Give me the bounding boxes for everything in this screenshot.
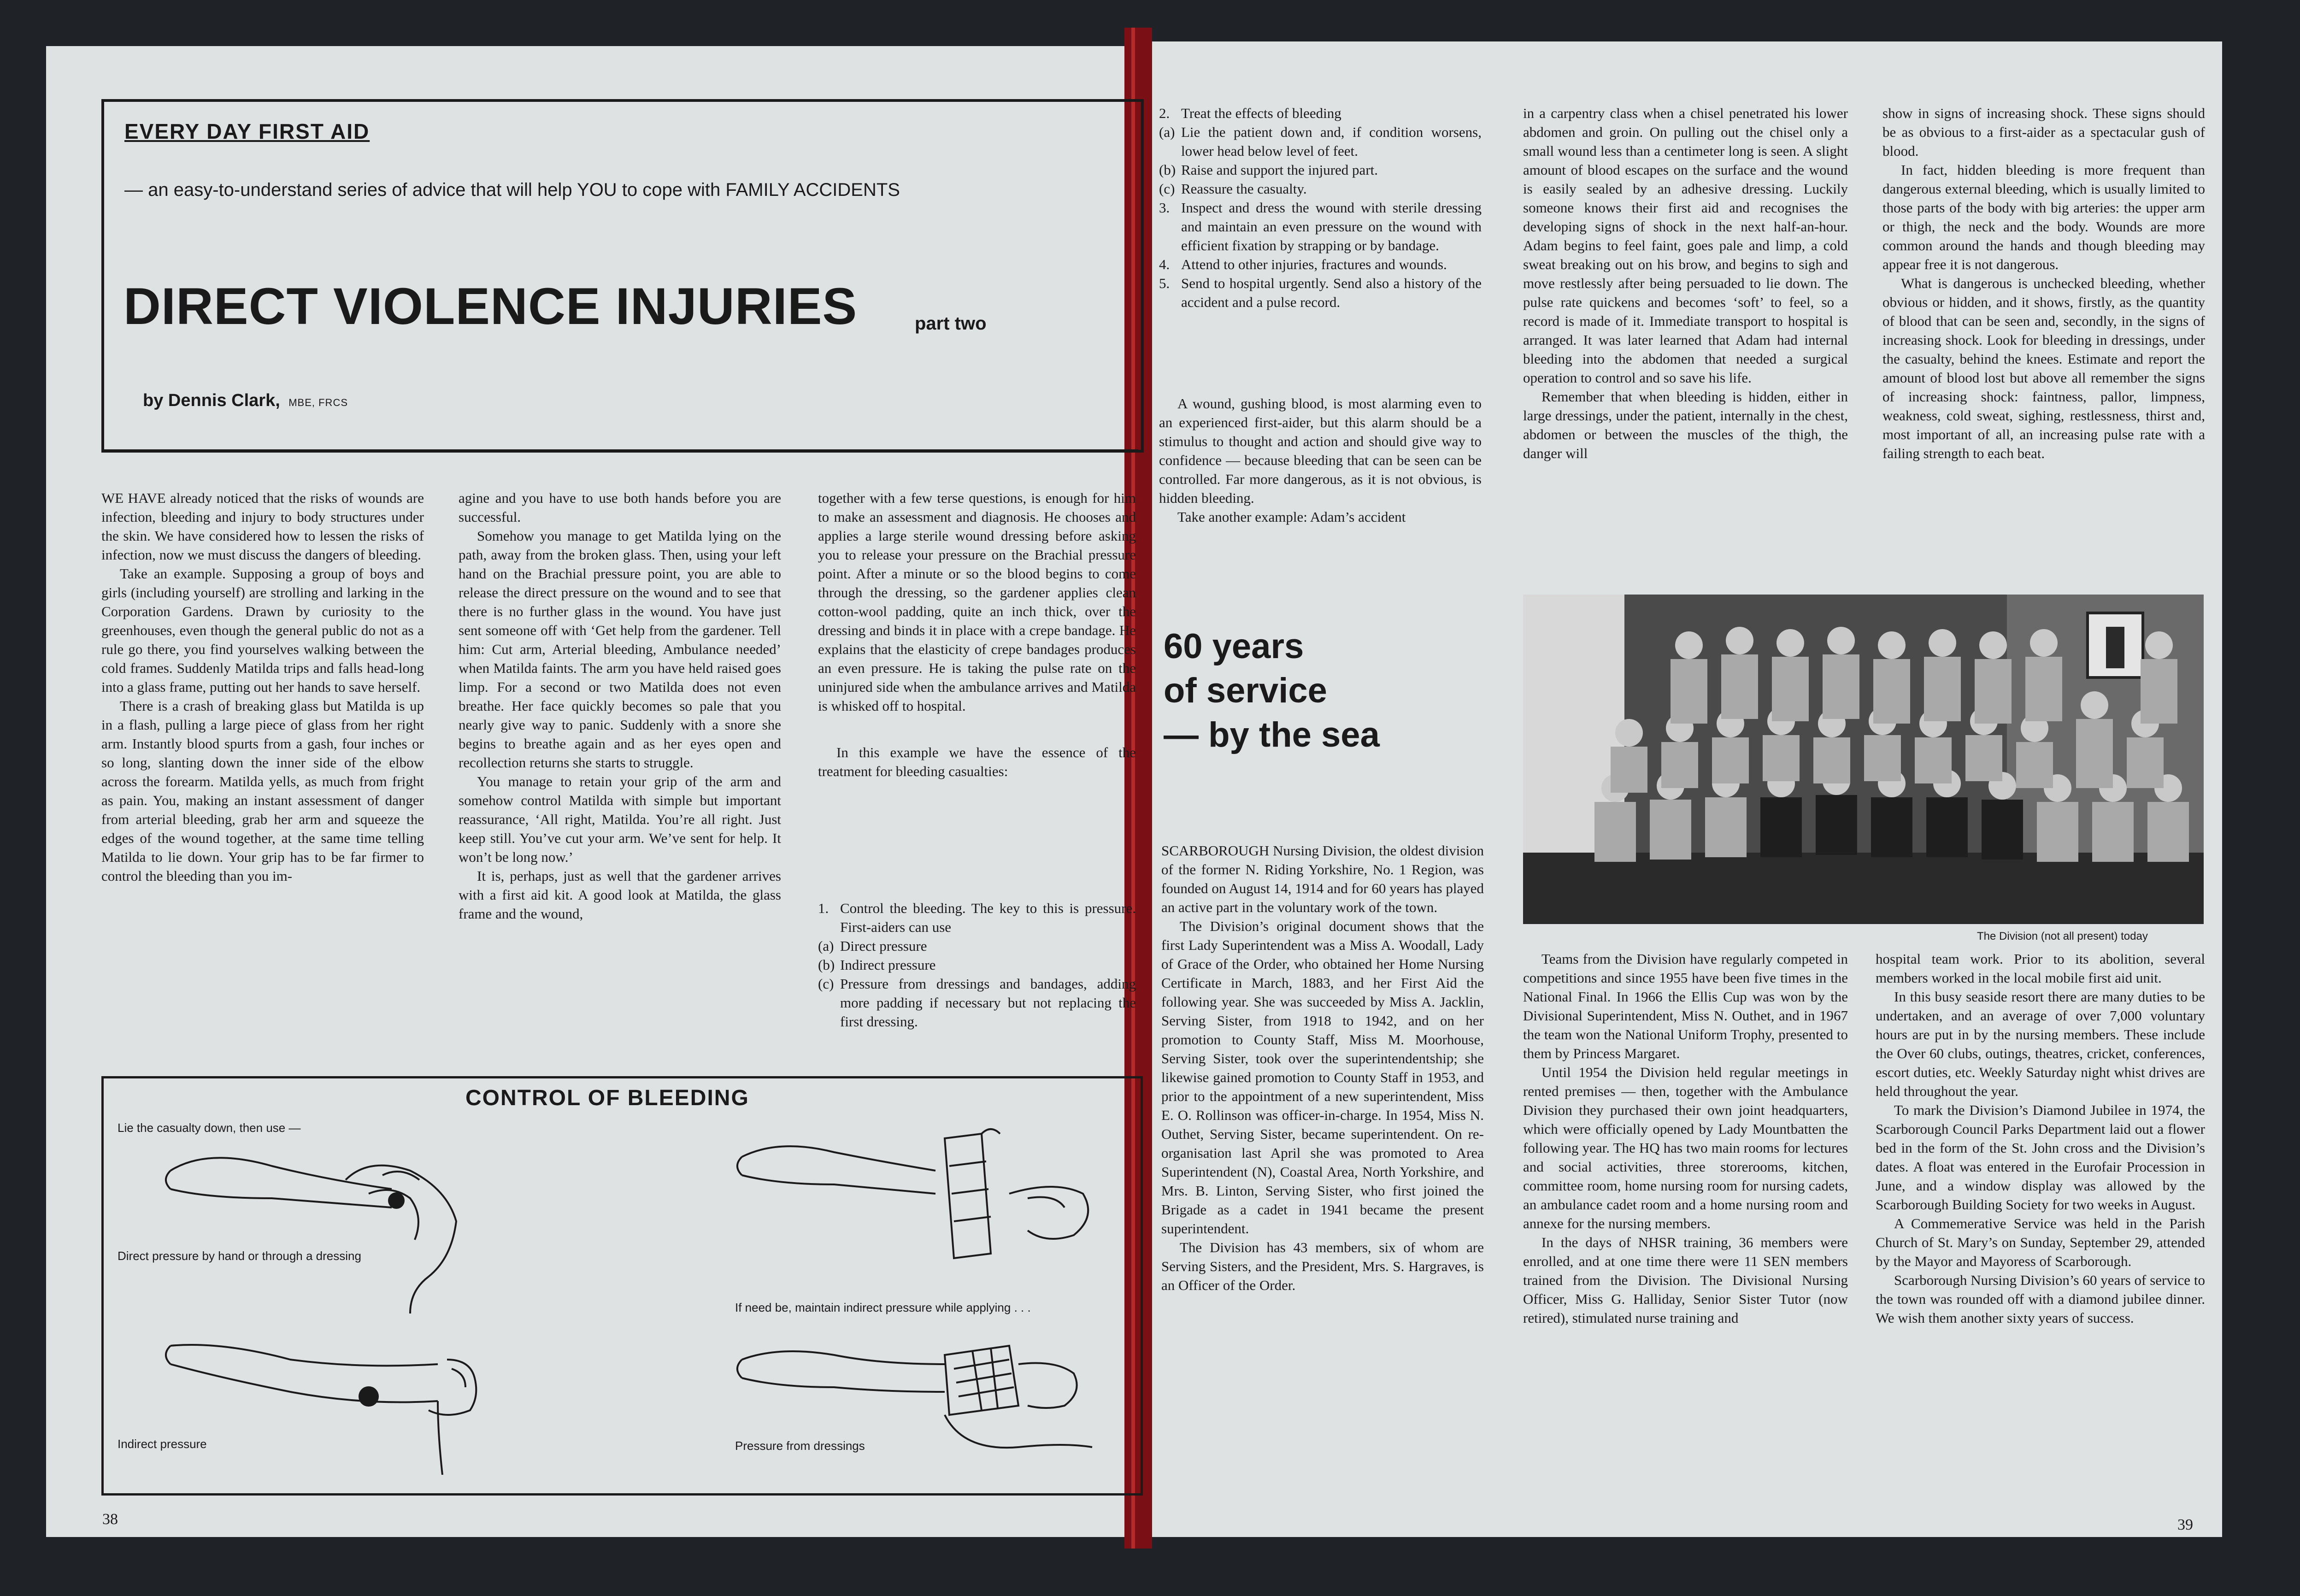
series-subtitle: — an easy-to-understand series of advice that will help YOU to cope with FAMILY ACCIDENTS (124, 180, 900, 200)
list-item (1159, 198, 1482, 255)
indirect-pressure-illustration (152, 1327, 567, 1475)
paragraph: together with a few terse questions, is enough for him to make an assessment and diagnosis. He chooses and applies a large sterile wound dressing before asking you to release your pressure on the Brachial pressure point. After a minute or so the blood begins to come through the dressing, so the gardener applies clean cotton-wool padding, quite an inch thick, over the dressing and binds it in place with a crepe bandage. He explains that the elasticity of crepe bandages produces an even pressure. He is taking the pulse rate on the uninjured side when the ambulance arrives and Matilda is whisked off to hospital. (818, 490, 1136, 714)
article-title: DIRECT VIOLENCE INJURIES (124, 277, 858, 335)
byline (143, 391, 348, 411)
list-text: Inspect and dress the wound with sterile dressing and maintain an even pressure on the wound with efficient fixation by strapping or by bandage. (1181, 200, 1482, 253)
paragraph: hospital team work. Prior to its abolition, several members worked in the local mobile first aid unit. (1876, 951, 2205, 986)
photo-caption: The Division (not all present) today (1977, 930, 2148, 942)
right-column-1-continued (1159, 394, 1482, 526)
wound-mark (388, 1192, 405, 1209)
paragraph: In the days of NHSR training, 36 members were enrolled, and at one time there were 11 SEN members trained from the Division. The Divisional Nursing Officer, Miss G. Halliday, Senior Sister Tutor (now retired), stimulated nurse training and (1523, 1234, 1848, 1326)
paragraph: Take another example: Adam’s accident (1177, 509, 1406, 525)
label-if-need-be: If need be, maintain indirect pressure while applying . . . (735, 1301, 1031, 1314)
paragraph: WE HAVE already noticed that the risks of wounds are infection, bleeding and injury to body structures under the skin. We have considered how to lessen the risks of infection, now we must discuss the dangers of bleeding. (101, 490, 424, 563)
series-title: EVERY DAY FIRST AID (124, 119, 370, 143)
list-text: Reassure the casualty. (1181, 181, 1307, 197)
paragraph: The Division’s original document shows that the first Lady Superintendent was a Miss A. Woodall, Lady of Grace of the Order, who obtained her Home Nursing Certificate in March, 1883, and her First Aid the following year. She was succeeded by Miss A. Jacklin, Serving Sister, from 1918 to 1942, and on her promotion to County Staff, Miss M. Moorhouse, Serving Sister, took over the superintendentship; she likewise gained promotion to County Staff in 1953, and prior to the appointment of a new superintendent, Miss E. O. Rollinson was officer-in-charge. In 1954, Miss N. Outhet, Serving Sister, became superintendent. On re-organisation last April she was promoted to Area Superintendent (N), Coastal Area, North Yorkshire, and Mrs. B. Linton, Serving Sister, who first joined the Brigade as a cadet in 1941 became the present superintendent. (1161, 918, 1484, 1237)
list-number: (b) (818, 957, 835, 973)
left-column-2 (459, 489, 781, 923)
label-pressure-from-dressings: Pressure from dressings (735, 1439, 865, 1453)
label-indirect-pressure: Indirect pressure (118, 1437, 207, 1451)
article2-column-1 (1161, 841, 1484, 1295)
paragraph: Scarborough Nursing Division’s 60 years of service to the town was rounded off with a diamond jubilee dinner. We wish them another sixty years of success. (1876, 1272, 2205, 1326)
list-text: Indirect pressure (840, 957, 936, 973)
list-number: 2. (1159, 105, 1170, 121)
author-credentials: MBE, FRCS (288, 397, 348, 408)
article-part: part two (915, 313, 987, 334)
list-number: (a) (818, 938, 834, 954)
paragraph: agine and you have to use both hands before you are successful. (459, 490, 781, 525)
paragraph: A Commemerative Service was held in the Parish Church of St. Mary’s on Sunday, September 29, attended by the Mayor and Mayoress of Scarborough. (1876, 1215, 2205, 1269)
page-number-left: 38 (102, 1511, 118, 1528)
right-column-3 (1882, 104, 2205, 463)
list-item (1159, 179, 1482, 198)
list-number: (a) (1159, 124, 1175, 140)
list-item (818, 936, 1136, 955)
left-column-3 (818, 489, 1136, 781)
list-number: 1. (818, 900, 829, 916)
paragraph: In fact, hidden bleeding is more frequent than dangerous external bleeding, which is usually limited to those parts of the body with big arteries: the upper arm or thigh, the neck and the body. Wounds are more common around the hands and though bleeding may appear free it is not dangerous. (1882, 162, 2205, 272)
list-number: (b) (1159, 162, 1176, 178)
paragraph: To mark the Division’s Diamond Jubilee in 1974, the Scarborough Council Parks Department laid out a flower bed in the form of the St. John cross and the Division’s dates. A float was entered in the Eurofair Procession in June, and a window display was allowed by the Scarborough Building Society for two weeks in August. (1876, 1102, 2205, 1213)
list-text: Treat the effects of bleeding (1181, 105, 1341, 121)
paragraph: show in signs of increasing shock. These signs should be as obvious to a first-aider as a spectacular gush of blood. (1882, 105, 2205, 159)
article2-title-line: — by the sea (1164, 715, 1380, 754)
paragraph: Take an example. Supposing a group of boys and girls (including yourself) are strolling and larking in the Corporation Gardens. Drawn by curiosity to the greenhouses, even though the general public do not as a rule go there, you find yourselves walking between the cold frames. Suddenly Matilda trips and falls head-long into a glass frame, putting out her hands to save herself. (101, 565, 424, 695)
list-item (1159, 123, 1482, 160)
paragraph: Somehow you manage to get Matilda lying on the path, away from the broken glass. Then, using your left hand on the Brachial pressure point, you are able to release the direct pressure on the wound and to see that there is no further glass in the wound. You have just sent someone off with ‘Get help from the gardener. Tell him: Cut arm, Arterial bleeding, Ambulance needed’ when Matilda faints. The arm you have held raised goes limp. For a second or two Matilda does not even breathe. Her face quickly becomes so pale that you nearly give way to panic. Suddenly with a snore she begins to breathe again and as her eyes open and recollection returns she starts to struggle. (459, 528, 781, 771)
paragraph: in a carpentry class when a chisel penetrated his lower abdomen and groin. On pulling out the chisel only a small wound less than a centimeter long is seen. A slight amount of blood escapes on the surface and the wound is easily sealed by an adhesive dressing. Luckily someone knows their first aid and recognises the developing signs of shock in the next half-an-hour. Adam begins to feel faint, goes pale and limp, a cold sweat breaking out on his brow, and begins to sigh and move restlessly after being persuaded to lie down. The pulse rate quickens and becomes ‘soft’ to feel, so a record is made of it. Immediate transport to hospital is arranged. It was later learned that Adam had internal bleeding into the abdomen that needed a surgical operation to control and so save his life. (1523, 105, 1848, 386)
paragraph: SCARBOROUGH Nursing Division, the oldest division of the former N. Riding Yorkshire, No. 1 Region, was founded on August 14, 1914 and for 60 years has played an active part in the voluntary work of the town. (1161, 842, 1484, 915)
figure-intro: Lie the casualty down, then use — (118, 1121, 301, 1135)
paragraph: What is dangerous is unchecked bleeding, whether obvious or hidden, and it shows, firstly, as the quantity of blood that can be seen and, secondly, in the signs of increasing shock. Look for bleeding in dressings, under the casualty, behind the knees. Estimate and report the amount of blood lost but above all remember the signs of increasing shock: faintness, pallor, limpness, weakness, cold sweat, sighing, restlessness, thirst and, most important of all, an increasing pulse rate with a failing strength to each beat. (1882, 275, 2205, 461)
article2-title-line: 60 years (1164, 627, 1304, 666)
direct-pressure-illustration (152, 1138, 567, 1313)
list-item (818, 955, 1136, 974)
division-group-photo (1523, 595, 2204, 924)
paragraph: The Division has 43 members, six of whom are Serving Sisters, and the President, Mrs. S. Hargraves, is an Officer of the Order. (1161, 1239, 1484, 1293)
list-text: Direct pressure (840, 938, 927, 954)
list-number: (c) (1159, 181, 1175, 197)
list-number: 4. (1159, 256, 1170, 272)
treatment-list-1 (818, 899, 1136, 1031)
treatment-list-2 (1159, 104, 1482, 312)
list-item (1159, 160, 1482, 179)
paragraph: It is, perhaps, just as well that the gardener arrives with a first aid kit. A good look at Matilda, the glass frame and the wound, (459, 868, 781, 922)
list-item (1159, 255, 1482, 274)
article2-column-3 (1876, 949, 2205, 1327)
list-item (818, 974, 1136, 1031)
indirect-pressure-while-applying-illustration (733, 1125, 1120, 1281)
list-text: Send to hospital urgently. Send also a history of the accident and a pulse record. (1181, 275, 1482, 310)
paragraph: You manage to retain your grip of the arm and somehow control Matilda with simple but important reassurance, ‘All right, Matilda. You’re all right. Just keep still. You’ve cut your arm. We’ve sent for help. It won’t be long now.’ (459, 773, 781, 865)
list-item (1159, 104, 1482, 123)
article2-column-2 (1523, 949, 1848, 1327)
wound-mark (359, 1386, 379, 1407)
list-text: Pressure from dressings and bandages, adding more padding if necessary but not replacing the first dressing. (840, 976, 1136, 1030)
list-number: (c) (818, 976, 834, 992)
list-number: 3. (1159, 200, 1170, 216)
list-text: Lie the patient down and, if condition worsens, lower head below level of feet. (1181, 124, 1482, 159)
figure-title: CONTROL OF BLEEDING (465, 1086, 749, 1110)
author-name: by Dennis Clark, (143, 391, 280, 410)
list-item (1159, 274, 1482, 312)
list-number: 5. (1159, 275, 1170, 291)
header-rule (101, 449, 1138, 452)
paragraph: Until 1954 the Division held regular meetings in rented premises — then, together with the Ambulance Division they purchased their own joint headquarters, which were officially opened by Lady Mountbatten the following year. The HQ has two main rooms for lectures and social activities, three storerooms, kitchen, committee room, home nursing room for nursing cadets, an ambulance cadet room and a home nursing room and annexe for the nursing members. (1523, 1064, 1848, 1231)
paragraph: In this busy seaside resort there are many duties to be undertaken, and an average of over 7,000 voluntary hours are put in by the nursing members. These include the Over 60 clubs, outings, theatres, cricket, conferences, escort duties, etc. Weekly Saturday night whist drives are held throughout the year. (1876, 989, 2205, 1099)
label-direct-pressure: Direct pressure by hand or through a dressing (118, 1249, 361, 1263)
list-text: Attend to other injuries, fractures and wounds. (1181, 256, 1447, 272)
paragraph: Teams from the Division have regularly competed in competitions and since 1955 have been five times in the National Final. In 1966 the Ellis Cup was won by the Divisional Superintendent, Miss N. Outhet, and in 1967 the team won the National Uniform Trophy, presented to them by Princess Margaret. (1523, 951, 1848, 1061)
left-column-1 (101, 489, 424, 885)
pressure-from-dressings-illustration (733, 1337, 1120, 1456)
article2-title (1164, 624, 1380, 757)
paragraph: Remember that when bleeding is hidden, either in large dressings, under the patient, internally in the chest, abdomen or between the muscles of the thigh, the danger will (1523, 389, 1848, 461)
paragraph: There is a crash of breaking glass but Matilda is up in a flash, pulling a large piece of glass from her right arm. Instantly blood spurts from a gash, four inches or so long, slanting down the inner side of the elbow across the forearm. Matilda yells, as much from fright as pain. You, making an instant assessment of danger from arterial bleeding, grab her arm and squeeze the edges of the wound together, at the same time telling Matilda to lie down. Your grip has to be far firmer to control the bleeding than you im- (101, 698, 424, 884)
paragraph: A wound, gushing blood, is most alarming even to an experienced first-aider, but this alarm should be a stimulus to thought and action and should give way to confidence — because bleeding that can be seen can be controlled. Far more dangerous, as it is not obvious, is hidden bleeding. (1159, 395, 1482, 506)
list-text: Raise and support the injured part. (1181, 162, 1378, 178)
article2-title-line: of service (1164, 671, 1327, 710)
right-column-2 (1523, 104, 1848, 463)
group-photo-image (1523, 595, 2204, 924)
page-number-right: 39 (2177, 1516, 2193, 1533)
list-item (818, 899, 1136, 936)
list-text: Control the bleeding. The key to this is pressure. First-aiders can use (840, 900, 1136, 935)
paragraph: In this example we have the essence of the treatment for bleeding casualties: (818, 744, 1136, 779)
